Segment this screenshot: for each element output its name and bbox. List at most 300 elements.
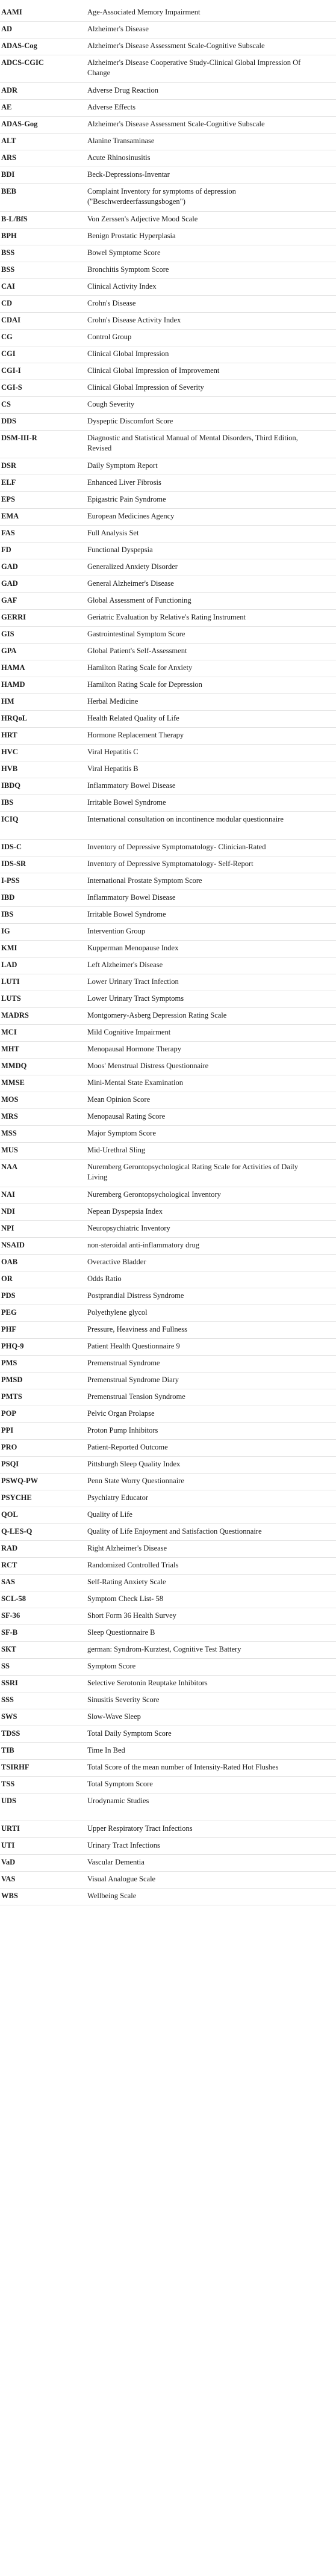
abbreviation-definition: Diagnostic and Statistical Manual of Mental Disorders, Third Edition, Revised — [87, 434, 298, 452]
abbreviation-definition: Alzheimer's Disease Assessment Scale-Cognitive Subscale — [87, 120, 265, 128]
abbreviation-definition: Montgomery-Asberg Depression Rating Scale — [87, 1011, 227, 1019]
abbreviation-row — [0, 414, 336, 431]
abbreviation-term: FD — [1, 546, 11, 554]
abbreviation-row — [0, 873, 336, 890]
abbreviation-term: I-PSS — [1, 876, 20, 885]
abbreviation-row — [0, 262, 336, 279]
abbreviation-definition: Adverse Drug Reaction — [87, 86, 159, 94]
abbreviation-term: MHT — [1, 1045, 19, 1053]
abbreviation-term: SKT — [1, 1645, 17, 1653]
abbreviation-row — [0, 100, 336, 117]
abbreviation-definition: Premenstrual Syndrome — [87, 1359, 160, 1367]
abbreviation-definition: Overactive Bladder — [87, 1258, 146, 1266]
abbreviation-row — [0, 1255, 336, 1271]
abbreviation-term: CD — [1, 299, 13, 307]
abbreviation-definition: Mini-Mental State Examination — [87, 1078, 183, 1087]
abbreviation-term: ICIQ — [1, 815, 19, 823]
abbreviation-definition: non-steroidal anti-inflammatory drug — [87, 1241, 200, 1249]
abbreviation-row — [0, 1524, 336, 1541]
abbreviation-definition: Psychiatry Educator — [87, 1493, 149, 1502]
abbreviation-term: MMSE — [1, 1078, 25, 1087]
abbreviation-definition: Control Group — [87, 333, 132, 341]
abbreviation-definition: Alzheimer's Disease Cooperative Study-Clinical Global Impression Of Change — [87, 58, 301, 77]
abbreviation-term: SWS — [1, 1712, 17, 1721]
abbreviation-definition: Symptom Score — [87, 1662, 136, 1670]
abbreviation-row — [0, 1204, 336, 1221]
abbreviation-definition: Viral Hepatitis B — [87, 764, 138, 773]
abbreviation-term: RCT — [1, 1561, 17, 1569]
abbreviation-row — [0, 475, 336, 492]
abbreviation-row — [0, 1872, 336, 1889]
abbreviation-definition: Clinical Global Impression of Improvement — [87, 366, 220, 375]
abbreviation-term: IBDQ — [1, 781, 20, 790]
abbreviation-row — [0, 397, 336, 414]
abbreviation-term: VaD — [1, 1858, 16, 1866]
abbreviation-term: PSQI — [1, 1460, 19, 1468]
abbreviation-definition: Pressure, Heaviness and Fullness — [87, 1325, 187, 1333]
abbreviation-definition: Cough Severity — [87, 400, 135, 408]
abbreviation-term: OR — [1, 1274, 13, 1283]
abbreviation-row — [0, 492, 336, 509]
abbreviation-term: PRO — [1, 1443, 17, 1451]
abbreviation-row — [0, 1777, 336, 1794]
abbreviation-row — [0, 22, 336, 38]
abbreviation-term: LUTI — [1, 977, 20, 986]
abbreviation-row — [0, 1457, 336, 1474]
abbreviation-row — [0, 856, 336, 873]
abbreviation-term: MUS — [1, 1146, 18, 1154]
abbreviation-term: EPS — [1, 495, 15, 503]
abbreviation-row — [0, 1305, 336, 1322]
abbreviation-row — [0, 1541, 336, 1558]
abbreviation-definition: Nepean Dyspepsia Index — [87, 1207, 163, 1216]
abbreviation-row — [0, 1625, 336, 1642]
abbreviation-row — [0, 1794, 336, 1821]
abbreviation-definition: Mild Cognitive Impairment — [87, 1028, 171, 1036]
abbreviation-definition: International Prostate Symptom Score — [87, 876, 202, 885]
abbreviation-definition: Inflammatory Bowel Disease — [87, 893, 176, 902]
abbreviation-row — [0, 458, 336, 475]
abbreviation-term: Q-LES-Q — [1, 1527, 33, 1535]
abbreviation-definition: Inventory of Depressive Symptomatology- Clinician-Rated — [87, 843, 266, 851]
abbreviation-term: TSIRHF — [1, 1763, 30, 1771]
abbreviation-term: CGI-I — [1, 366, 21, 375]
abbreviation-row — [0, 83, 336, 100]
abbreviation-definition: Clinical Global Impression of Severity — [87, 383, 204, 392]
abbreviation-term: SCL-58 — [1, 1594, 26, 1603]
abbreviation-row — [0, 840, 336, 856]
abbreviation-row — [0, 117, 336, 134]
abbreviation-definition: Pelvic Organ Prolapse — [87, 1409, 155, 1418]
abbreviation-definition: Postprandial Distress Syndrome — [87, 1291, 184, 1300]
abbreviation-definition: Menopausal Hormone Therapy — [87, 1045, 181, 1053]
abbreviation-term: ADR — [1, 86, 18, 94]
abbreviation-definition: Patient Health Questionnaire 9 — [87, 1342, 180, 1350]
abbreviation-row — [0, 1440, 336, 1457]
abbreviation-row — [0, 924, 336, 941]
abbreviation-term: UDS — [1, 1797, 17, 1805]
abbreviation-row — [0, 1743, 336, 1760]
abbreviation-row — [0, 1676, 336, 1692]
abbreviation-row — [0, 134, 336, 150]
abbreviation-row — [0, 1591, 336, 1608]
abbreviation-row — [0, 728, 336, 745]
abbreviation-term: BSS — [1, 265, 15, 274]
abbreviation-term: IG — [1, 927, 10, 935]
abbreviation-definition: Kupperman Menopause Index — [87, 944, 179, 952]
abbreviation-term: PHQ-9 — [1, 1342, 24, 1350]
abbreviation-term: BPH — [1, 232, 17, 240]
abbreviation-definition: Alzheimer's Disease — [87, 25, 149, 33]
abbreviation-definition: Acute Rhinosinusitis — [87, 153, 151, 162]
abbreviation-definition: Health Related Quality of Life — [87, 714, 179, 722]
abbreviation-row — [0, 1008, 336, 1025]
abbreviation-definition: Benign Prostatic Hyperplasia — [87, 232, 176, 240]
abbreviation-term: CG — [1, 333, 13, 341]
abbreviation-row — [0, 1709, 336, 1726]
abbreviation-term: AAMI — [1, 8, 22, 16]
abbreviation-row — [0, 576, 336, 593]
abbreviation-definition: Premenstrual Tension Syndrome — [87, 1392, 185, 1401]
abbreviation-row — [0, 761, 336, 778]
abbreviation-definition: Generalized Anxiety Disorder — [87, 562, 178, 571]
abbreviation-row — [0, 296, 336, 313]
abbreviation-term: OAB — [1, 1258, 18, 1266]
abbreviation-row — [0, 55, 336, 83]
abbreviation-definition: International consultation on incontinence modular questionnaire — [87, 815, 284, 823]
abbreviation-row — [0, 1271, 336, 1288]
abbreviation-definition: Short Form 36 Health Survey — [87, 1611, 176, 1620]
abbreviation-row — [0, 660, 336, 677]
abbreviation-definition: Bowel Symptome Score — [87, 248, 161, 257]
abbreviation-term: GPA — [1, 647, 17, 655]
abbreviation-definition: Irritable Bowel Syndrome — [87, 798, 166, 807]
abbreviation-definition: Urodynamic Studies — [87, 1797, 149, 1805]
abbreviation-definition: Gastrointestinal Symptom Score — [87, 630, 185, 638]
abbreviation-term: PMSD — [1, 1376, 23, 1384]
abbreviation-term: HM — [1, 697, 14, 705]
abbreviation-row — [0, 593, 336, 610]
abbreviation-row — [0, 1288, 336, 1305]
abbreviation-row — [0, 812, 336, 840]
abbreviation-term: IBD — [1, 893, 15, 902]
abbreviation-row — [0, 1322, 336, 1339]
abbreviation-row — [0, 991, 336, 1008]
abbreviation-row — [0, 1075, 336, 1092]
abbreviation-definition: Symptom Check List- 58 — [87, 1594, 164, 1603]
abbreviation-term: CS — [1, 400, 11, 408]
abbreviation-definition: Selective Serotonin Reuptake Inhibitors — [87, 1679, 208, 1687]
abbreviation-term: PHF — [1, 1325, 16, 1333]
abbreviation-row — [0, 644, 336, 660]
abbreviation-row — [0, 890, 336, 907]
abbreviation-term: AD — [1, 25, 13, 33]
abbreviation-row — [0, 1642, 336, 1659]
abbreviation-row — [0, 1659, 336, 1676]
abbreviation-row — [0, 1126, 336, 1143]
abbreviation-row — [0, 1507, 336, 1524]
abbreviation-row — [0, 1608, 336, 1625]
abbreviation-definition: Proton Pump Inhibitors — [87, 1426, 158, 1434]
abbreviation-definition: Viral Hepatitis C — [87, 748, 138, 756]
abbreviation-definition: Moos' Menstrual Distress Questionnaire — [87, 1062, 209, 1070]
abbreviation-term: DDS — [1, 417, 17, 425]
abbreviation-definition: Nuremberg Gerontopsychological Rating Scale for Activities of Daily Living — [87, 1163, 299, 1181]
abbreviation-definition: Polyethylene glycol — [87, 1308, 148, 1317]
abbreviation-definition: Alanine Transaminase — [87, 137, 155, 145]
abbreviation-term: HVB — [1, 764, 18, 773]
abbreviation-term: MOS — [1, 1095, 19, 1104]
abbreviation-row — [0, 184, 336, 212]
abbreviation-row — [0, 279, 336, 296]
abbreviation-row — [0, 346, 336, 363]
abbreviation-row — [0, 958, 336, 974]
abbreviation-definition: Epigastric Pain Syndrome — [87, 495, 166, 503]
abbreviation-term: IBS — [1, 910, 14, 918]
abbreviation-term: UTI — [1, 1841, 15, 1849]
abbreviation-definition: Mid-Urethral Sling — [87, 1146, 146, 1154]
abbreviation-definition: Major Symptom Score — [87, 1129, 156, 1137]
abbreviation-term: MCI — [1, 1028, 17, 1036]
abbreviation-term: NDI — [1, 1207, 15, 1216]
abbreviation-definition: Enhanced Liver Fibrosis — [87, 478, 161, 487]
abbreviation-term: NAI — [1, 1190, 15, 1199]
abbreviation-term: SSRI — [1, 1679, 18, 1687]
abbreviation-row — [0, 1221, 336, 1238]
abbreviation-definition: Total Score of the mean number of Intensity-Rated Hot Flushes — [87, 1763, 279, 1771]
abbreviation-definition: Global Assessment of Functioning — [87, 596, 191, 604]
abbreviation-term: GERRI — [1, 613, 26, 621]
abbreviation-definition: Lower Urinary Tract Symptoms — [87, 994, 184, 1003]
abbreviation-definition: Bronchitis Symptom Score — [87, 265, 169, 274]
abbreviation-term: TSS — [1, 1780, 15, 1788]
abbreviation-row — [0, 330, 336, 346]
abbreviation-term: CDAI — [1, 316, 20, 324]
abbreviation-term: LAD — [1, 961, 17, 969]
abbreviation-term: PSWQ-PW — [1, 1477, 39, 1485]
abbreviation-row — [0, 1423, 336, 1440]
abbreviation-definition: Pittsburgh Sleep Quality Index — [87, 1460, 181, 1468]
abbreviation-term: TDSS — [1, 1729, 20, 1738]
abbreviation-definition: Total Symptom Score — [87, 1780, 153, 1788]
abbreviation-row — [0, 380, 336, 397]
abbreviation-term: CGI — [1, 349, 16, 358]
abbreviation-definition: Functional Dyspepsia — [87, 546, 153, 554]
abbreviation-term: MADRS — [1, 1011, 29, 1019]
abbreviation-row — [0, 431, 336, 458]
abbreviation-row — [0, 1042, 336, 1059]
abbreviation-term: BEB — [1, 187, 17, 195]
abbreviation-term: GAD — [1, 579, 18, 588]
abbreviation-term: SS — [1, 1662, 10, 1670]
abbreviation-term: BDI — [1, 170, 15, 179]
abbreviation-term: IBS — [1, 798, 14, 807]
abbreviation-term: ADCS-CGIC — [1, 58, 44, 67]
abbreviation-row — [0, 1855, 336, 1872]
abbreviation-term: MSS — [1, 1129, 17, 1137]
abbreviation-row — [0, 610, 336, 627]
abbreviation-row — [0, 1558, 336, 1575]
abbreviation-term: EMA — [1, 512, 19, 520]
abbreviation-row — [0, 1143, 336, 1160]
abbreviation-definition: Lower Urinary Tract Infection — [87, 977, 179, 986]
abbreviation-term: GAD — [1, 562, 18, 571]
abbreviation-term: IDS-C — [1, 843, 22, 851]
abbreviation-row — [0, 1160, 336, 1187]
abbreviation-term: LUTS — [1, 994, 21, 1003]
abbreviation-term: URTI — [1, 1824, 20, 1833]
abbreviation-term: HRQoL — [1, 714, 28, 722]
abbreviation-row — [0, 795, 336, 812]
abbreviation-definition: Mean Opinion Score — [87, 1095, 151, 1104]
abbreviation-definition: Penn State Worry Questionnaire — [87, 1477, 184, 1485]
abbreviation-definition: Dyspeptic Discomfort Score — [87, 417, 173, 425]
abbreviation-definition: Urinary Tract Infections — [87, 1841, 160, 1849]
abbreviation-definition: Intervention Group — [87, 927, 146, 935]
abbreviation-row — [0, 1490, 336, 1507]
abbreviation-row — [0, 543, 336, 559]
abbreviation-definition: Hamilton Rating Scale for Anxiety — [87, 663, 193, 672]
abbreviation-term: IDS-SR — [1, 859, 26, 868]
abbreviation-term: ALT — [1, 137, 16, 145]
abbreviation-row — [0, 509, 336, 526]
abbreviation-row — [0, 245, 336, 262]
abbreviation-definition: Premenstrual Syndrome Diary — [87, 1376, 179, 1384]
abbreviation-definition: Alzheimer's Disease Assessment Scale-Cognitive Subscale — [87, 41, 265, 50]
abbreviation-term: PMTS — [1, 1392, 22, 1401]
abbreviation-definition: Vascular Dementia — [87, 1858, 145, 1866]
abbreviation-definition: Odds Ratio — [87, 1274, 122, 1283]
abbreviation-row — [0, 1059, 336, 1075]
abbreviation-row — [0, 627, 336, 644]
abbreviation-definition: Menopausal Rating Score — [87, 1112, 166, 1120]
abbreviation-row — [0, 1821, 336, 1838]
abbreviation-row — [0, 1889, 336, 1905]
abbreviation-row — [0, 1838, 336, 1855]
abbreviation-row — [0, 778, 336, 795]
abbreviation-row — [0, 1238, 336, 1255]
abbreviation-term: GIS — [1, 630, 14, 638]
abbreviation-definition: Quality of Life Enjoyment and Satisfaction Questionnaire — [87, 1527, 262, 1535]
abbreviation-row — [0, 38, 336, 55]
abbreviation-definition: Geriatric Evaluation by Relative's Rating Instrument — [87, 613, 246, 621]
abbreviation-row — [0, 907, 336, 924]
abbreviation-definition: Slow-Wave Sleep — [87, 1712, 141, 1721]
abbreviation-row — [0, 1187, 336, 1204]
abbreviation-row — [0, 711, 336, 728]
abbreviation-row — [0, 1389, 336, 1406]
abbreviation-term: PDS — [1, 1291, 16, 1300]
abbreviation-term: HAMA — [1, 663, 25, 672]
abbreviation-definition: Clinical Activity Index — [87, 282, 157, 290]
abbreviation-term: HVC — [1, 748, 18, 756]
abbreviation-term: NSAID — [1, 1241, 25, 1249]
abbreviation-term: PEG — [1, 1308, 17, 1317]
abbreviation-definition: Self-Rating Anxiety Scale — [87, 1578, 166, 1586]
abbreviation-definition: Nuremberg Gerontopsychological Inventory — [87, 1190, 221, 1199]
abbreviation-row — [0, 1692, 336, 1709]
abbreviation-term: HRT — [1, 731, 17, 739]
abbreviation-definition: European Medicines Agency — [87, 512, 175, 520]
abbreviation-row — [0, 745, 336, 761]
abbreviation-term: DSR — [1, 461, 17, 470]
abbreviation-definition: Full Analysis Set — [87, 529, 139, 537]
abbreviation-term: PSYCHE — [1, 1493, 32, 1502]
abbreviation-term: KMI — [1, 944, 17, 952]
abbreviation-row — [0, 150, 336, 167]
abbreviation-term: CAI — [1, 282, 15, 290]
abbreviation-definition: Daily Symptom Report — [87, 461, 158, 470]
abbreviation-definition: Inventory of Depressive Symptomatology- Self-Report — [87, 859, 254, 868]
abbreviation-definition: General Alzheimer's Disease — [87, 579, 174, 588]
abbreviation-row — [0, 1339, 336, 1356]
abbreviation-definition: Left Alzheimer's Disease — [87, 961, 163, 969]
abbreviation-term: VAS — [1, 1875, 16, 1883]
abbreviation-term: MRS — [1, 1112, 18, 1120]
abbreviation-term: AE — [1, 103, 12, 111]
abbreviation-term: MMDQ — [1, 1062, 27, 1070]
abbreviation-term: FAS — [1, 529, 15, 537]
abbreviation-definition: Crohn's Disease — [87, 299, 136, 307]
abbreviation-term: B-L/BfS — [1, 215, 28, 223]
abbreviation-term: POP — [1, 1409, 16, 1418]
abbreviation-term: SSS — [1, 1695, 14, 1704]
abbreviation-term: DSM-III-R — [1, 434, 37, 442]
abbreviation-definition: Upper Respiratory Tract Infections — [87, 1824, 193, 1833]
abbreviation-row — [0, 1474, 336, 1490]
abbreviation-row — [0, 1373, 336, 1389]
abbreviation-row — [0, 677, 336, 694]
abbreviation-definition: Herbal Medicine — [87, 697, 138, 705]
abbreviation-definition: Sleep Questionnaire B — [87, 1628, 155, 1637]
abbreviation-definition: Beck-Depressions-Inventar — [87, 170, 170, 179]
abbreviation-definition: Von Zerssen's Adjective Mood Scale — [87, 215, 198, 223]
abbreviation-definition: Age-Associated Memory Impairment — [87, 8, 201, 16]
abbreviation-definition: Time In Bed — [87, 1746, 125, 1754]
abbreviation-term: SF-36 — [1, 1611, 20, 1620]
abbreviation-definition: Irritable Bowel Syndrome — [87, 910, 166, 918]
abbreviation-row — [0, 167, 336, 184]
abbreviation-definition: Total Daily Symptom Score — [87, 1729, 172, 1738]
abbreviation-row — [0, 974, 336, 991]
abbreviation-definition: Wellbeing Scale — [87, 1892, 137, 1900]
abbreviation-term: NPI — [1, 1224, 14, 1232]
abbreviation-definition: Right Alzheimer's Disease — [87, 1544, 167, 1552]
abbreviation-row — [0, 1109, 336, 1126]
abbreviation-definition: Inflammatory Bowel Disease — [87, 781, 176, 790]
abbreviation-term: RAD — [1, 1544, 18, 1552]
abbreviation-row — [0, 1760, 336, 1777]
abbreviation-term: ELF — [1, 478, 16, 487]
abbreviation-definition: Sinusitis Severity Score — [87, 1695, 160, 1704]
abbreviation-row — [0, 1726, 336, 1743]
abbreviation-definition: Complaint Inventory for symptoms of depression ("Beschwerdeerfassungsbogen") — [87, 187, 236, 206]
abbreviation-definition: Adverse Effects — [87, 103, 135, 111]
abbreviation-term: ARS — [1, 153, 17, 162]
abbreviation-term: WBS — [1, 1892, 18, 1900]
abbreviation-term: PMS — [1, 1359, 17, 1367]
abbreviation-definition: Hamilton Rating Scale for Depression — [87, 680, 202, 689]
abbreviation-row — [0, 526, 336, 543]
abbreviation-row — [0, 229, 336, 245]
abbreviation-row — [0, 313, 336, 330]
abbreviation-row — [0, 694, 336, 711]
abbreviation-definition: Randomized Controlled Trials — [87, 1561, 179, 1569]
abbreviation-definition: german: Syndrom-Kurztest, Cognitive Test Battery — [87, 1645, 241, 1653]
abbreviation-term: TIB — [1, 1746, 14, 1754]
abbreviation-row — [0, 941, 336, 958]
abbreviation-row — [0, 1092, 336, 1109]
